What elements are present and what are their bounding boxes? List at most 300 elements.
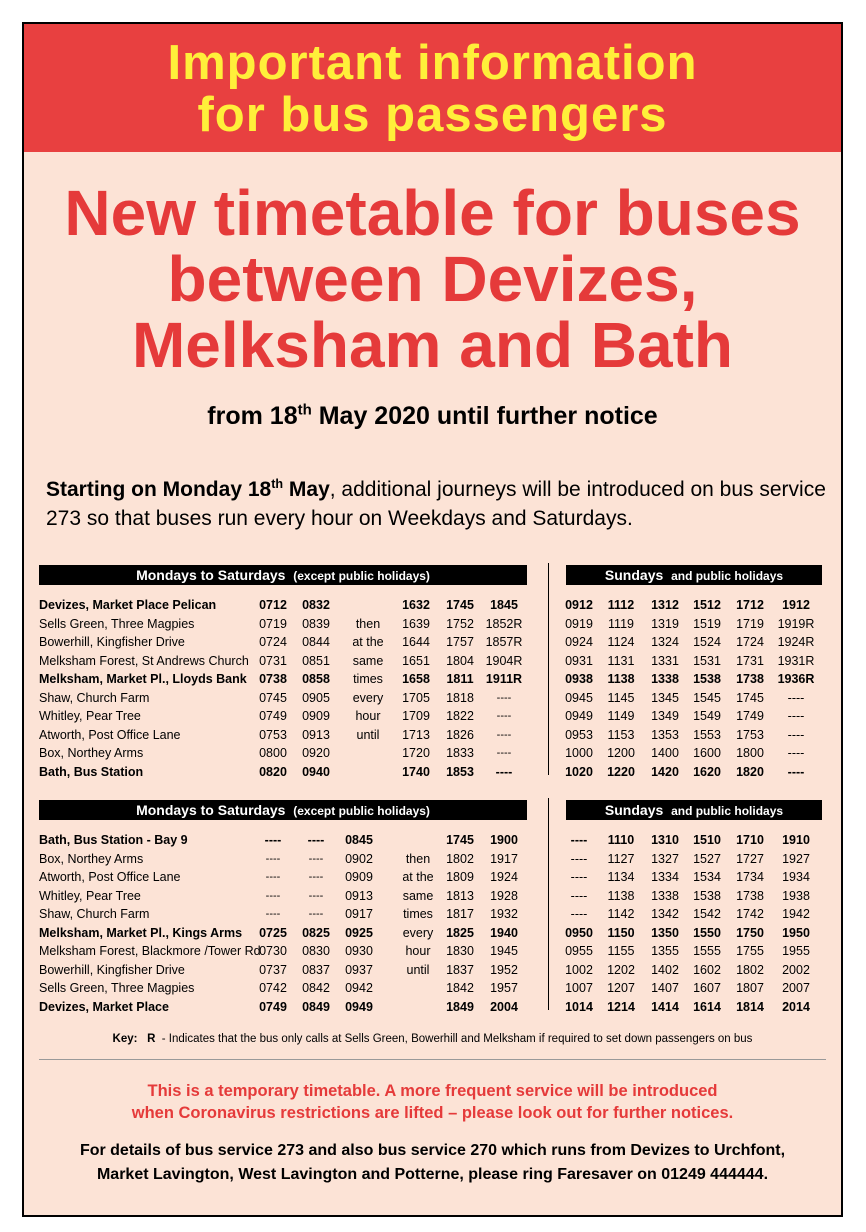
departure-time: 0844 bbox=[302, 635, 330, 649]
departure-time: 0909 bbox=[345, 870, 373, 884]
departure-time: ---- bbox=[496, 710, 512, 722]
sunday-time: 1327 bbox=[651, 851, 679, 866]
sunday-time: 1712 bbox=[736, 598, 764, 612]
frequency-note: every bbox=[402, 925, 434, 940]
sunday-time: 1119 bbox=[608, 616, 634, 631]
sunday-time: 1338 bbox=[651, 672, 679, 686]
sunday-time: 1149 bbox=[607, 709, 635, 723]
heading-small: (except public holidays) bbox=[293, 804, 430, 818]
departure-time: 1752 bbox=[446, 616, 474, 631]
frequency-note: then bbox=[405, 851, 431, 866]
sunday-time: 0953 bbox=[565, 727, 593, 742]
sunday-time: 1420 bbox=[651, 764, 679, 779]
sunday-time: 1153 bbox=[607, 727, 635, 742]
departure-time: 1928 bbox=[490, 888, 518, 903]
frequency-note: every bbox=[352, 690, 384, 705]
departure-time: 1639 bbox=[402, 616, 430, 631]
headline-line-2: between Devizes, bbox=[167, 243, 698, 315]
sunday-time: 1955 bbox=[782, 944, 810, 958]
frequency-note: same bbox=[402, 888, 434, 903]
departure-time: ---- bbox=[307, 833, 325, 847]
departure-time: ---- bbox=[496, 691, 512, 704]
departure-time: 1813 bbox=[446, 888, 474, 903]
sunday-time: 0938 bbox=[565, 672, 593, 686]
departure-time: ---- bbox=[264, 833, 282, 847]
heading-small: (except public holidays) bbox=[293, 569, 430, 583]
sunday-time: 1200 bbox=[607, 746, 635, 760]
departure-time: 1817 bbox=[446, 907, 474, 921]
sunday-time: 1350 bbox=[651, 925, 679, 940]
departure-time: 0858 bbox=[302, 672, 330, 686]
departure-time: 1720 bbox=[402, 746, 430, 760]
sunday-time: 1510 bbox=[693, 833, 721, 847]
departure-time: 0849 bbox=[302, 999, 330, 1014]
heading-small: and public holidays bbox=[671, 804, 784, 818]
sunday-time: 1342 bbox=[651, 907, 679, 921]
sunday-time: 1312 bbox=[651, 598, 679, 612]
sunday-time: 1155 bbox=[607, 944, 635, 958]
departure-time: ---- bbox=[308, 871, 324, 883]
poster bbox=[22, 22, 843, 1217]
sunday-time: 0945 bbox=[565, 690, 593, 705]
sunday-time: 1331 bbox=[651, 653, 679, 668]
intro-bold bbox=[46, 478, 330, 501]
table-heading-weekday bbox=[39, 565, 527, 585]
table-row bbox=[24, 726, 841, 745]
rule bbox=[39, 1059, 826, 1060]
frequency-note: until bbox=[406, 962, 430, 977]
sunday-time: ---- bbox=[570, 870, 588, 884]
departure-time: 1849 bbox=[446, 999, 474, 1014]
sunday-time: 1355 bbox=[651, 944, 679, 958]
banner-line-2: for bus passengers bbox=[197, 88, 668, 142]
sunday-time: 1138 bbox=[607, 672, 635, 686]
stop-name: Atworth, Post Office Lane bbox=[39, 727, 181, 742]
sunday-time: 1512 bbox=[693, 598, 721, 612]
departure-time: 1940 bbox=[490, 925, 518, 940]
sunday-time: 1324 bbox=[651, 635, 679, 649]
departure-time: 1830 bbox=[446, 944, 474, 958]
departure-time: 1745 bbox=[446, 598, 474, 612]
intro-text: , additional journeys will be introduced on bus service 273 so that buses run every hour on Weekdays and Saturdays. bbox=[46, 478, 826, 530]
details-line-1: For details of bus service 273 and also bus service 270 which runs from Devizes to Urchfont, bbox=[79, 1142, 786, 1159]
sunday-time: 1014 bbox=[565, 999, 593, 1014]
sunday-time: ---- bbox=[570, 888, 588, 903]
table-row bbox=[24, 670, 841, 689]
sunday-time: 1145 bbox=[607, 690, 635, 705]
sunday-time: 1934 bbox=[782, 870, 810, 884]
frequency-note: hour bbox=[405, 944, 431, 958]
sunday-time: 0949 bbox=[565, 709, 593, 723]
sunday-time: 1600 bbox=[693, 746, 721, 760]
table-row bbox=[24, 744, 841, 763]
sunday-time: 1000 bbox=[565, 746, 593, 760]
departure-time: 1853 bbox=[446, 764, 474, 779]
sunday-time: 1214 bbox=[607, 999, 635, 1014]
departure-time: 0832 bbox=[302, 598, 330, 612]
sunday-time: 1007 bbox=[565, 981, 593, 995]
departure-time: 0940 bbox=[302, 764, 330, 779]
sunday-time: 1400 bbox=[651, 746, 679, 760]
departure-time: 1833 bbox=[446, 746, 474, 760]
departure-time: 1713 bbox=[402, 727, 430, 742]
temporary-notice bbox=[24, 1080, 841, 1124]
heading-main: Mondays to Saturdays bbox=[136, 802, 286, 818]
notice-line-2: when Coronavirus restrictions are lifted – please look out for further notices. bbox=[131, 1104, 734, 1122]
subtitle-sup: th bbox=[297, 401, 312, 419]
sunday-time: 1614 bbox=[693, 999, 721, 1014]
departure-time: 0949 bbox=[345, 999, 373, 1014]
sunday-time: 1545 bbox=[693, 690, 721, 705]
sunday-time: 1724 bbox=[736, 635, 764, 649]
departure-time: 1809 bbox=[446, 870, 474, 884]
key-line bbox=[24, 1033, 841, 1045]
sunday-time: 1519 bbox=[693, 616, 721, 631]
departure-time: 0712 bbox=[259, 598, 287, 612]
intro-bold-post: May bbox=[283, 478, 330, 501]
frequency-note: times bbox=[353, 672, 383, 686]
departure-time: ---- bbox=[265, 889, 281, 902]
sunday-time: 1745 bbox=[736, 690, 764, 705]
details-line-2: Market Lavington, West Lavington and Potterne, please ring Faresaver on 01249 444444. bbox=[96, 1166, 769, 1183]
sunday-time: 0924 bbox=[565, 635, 593, 649]
sunday-time: 1220 bbox=[607, 764, 635, 779]
departure-time: 0825 bbox=[302, 925, 330, 940]
sunday-time: 1719 bbox=[736, 616, 764, 631]
departure-time: 0820 bbox=[259, 764, 287, 779]
departure-time: 1845 bbox=[490, 598, 518, 612]
sunday-time: 1936R bbox=[777, 672, 815, 686]
sunday-time: 1127 bbox=[607, 851, 635, 866]
sunday-time: ---- bbox=[787, 746, 805, 760]
sunday-time: 1814 bbox=[736, 999, 764, 1014]
departure-time: 0913 bbox=[345, 888, 373, 903]
sunday-time: 1531 bbox=[693, 653, 721, 668]
departure-time: 0845 bbox=[345, 833, 373, 847]
stop-name: Melksham, Market Pl., Lloyds Bank bbox=[39, 672, 247, 686]
sunday-time: 1910 bbox=[782, 833, 810, 847]
table-row bbox=[24, 652, 841, 671]
key-label: Key: bbox=[112, 1033, 138, 1045]
banner-line-1: Important information bbox=[167, 36, 698, 90]
departure-time: 1924 bbox=[490, 870, 518, 884]
departure-time: 0742 bbox=[259, 981, 287, 995]
departure-time: 0909 bbox=[302, 709, 330, 723]
departure-time: 1658 bbox=[402, 672, 430, 686]
sunday-time: 1950 bbox=[782, 925, 810, 940]
subtitle bbox=[24, 402, 841, 431]
sunday-time: 1310 bbox=[651, 833, 679, 847]
departure-time: 1911R bbox=[485, 672, 523, 686]
frequency-note: same bbox=[352, 653, 384, 668]
sunday-time: 1527 bbox=[693, 851, 721, 866]
sunday-time: 1207 bbox=[607, 981, 635, 995]
frequency-note: times bbox=[403, 907, 433, 921]
departure-time: 1818 bbox=[446, 690, 474, 705]
table-row bbox=[24, 763, 841, 782]
departure-time: 0930 bbox=[345, 944, 373, 958]
sunday-time: 2002 bbox=[782, 962, 810, 977]
departure-time: 0942 bbox=[345, 981, 373, 995]
stop-name: Atworth, Post Office Lane bbox=[39, 870, 181, 884]
departure-time: 1709 bbox=[402, 709, 430, 723]
frequency-note: until bbox=[356, 727, 380, 742]
sunday-time: 1538 bbox=[693, 888, 721, 903]
sunday-time: 1524 bbox=[693, 635, 721, 649]
departure-time: 1852R bbox=[485, 616, 523, 631]
departure-time: 0913 bbox=[302, 727, 330, 742]
departure-time: 0905 bbox=[302, 690, 330, 705]
sunday-time: 1927 bbox=[782, 851, 810, 866]
sunday-time: 0955 bbox=[565, 944, 593, 958]
table-row bbox=[24, 887, 841, 906]
departure-time: 0839 bbox=[302, 616, 330, 631]
headline-line-3: Melksham and Bath bbox=[131, 309, 734, 381]
table-heading-weekday bbox=[39, 800, 527, 820]
stop-name: Whitley, Pear Tree bbox=[39, 888, 141, 903]
heading-main: Sundays bbox=[604, 802, 664, 818]
sunday-time: 1110 bbox=[607, 833, 635, 847]
departure-time: 1826 bbox=[446, 727, 474, 742]
sunday-time: ---- bbox=[570, 907, 588, 921]
departure-time: 0842 bbox=[302, 981, 330, 995]
departure-time: 0753 bbox=[259, 727, 287, 742]
stop-name: Bowerhill, Kingfisher Drive bbox=[39, 635, 185, 649]
departure-time: ---- bbox=[308, 852, 324, 865]
departure-time: 0738 bbox=[259, 672, 287, 686]
sunday-time: 1334 bbox=[651, 870, 679, 884]
sunday-time: 1731 bbox=[736, 653, 764, 668]
table-heading-sunday bbox=[566, 565, 822, 585]
sunday-time: 1549 bbox=[693, 709, 721, 723]
sunday-time: ---- bbox=[787, 690, 805, 705]
sunday-time: 1727 bbox=[736, 851, 764, 866]
departure-time: ---- bbox=[496, 747, 512, 759]
sunday-time: 0912 bbox=[565, 598, 593, 612]
subtitle-pre: from 18 bbox=[207, 402, 298, 430]
sunday-time: 1912 bbox=[782, 598, 810, 612]
sunday-time: 1407 bbox=[651, 981, 679, 995]
sunday-time: 1538 bbox=[693, 672, 721, 686]
departure-time: ---- bbox=[265, 871, 281, 883]
departure-time: 1651 bbox=[402, 653, 430, 668]
departure-time: ---- bbox=[495, 764, 513, 779]
departure-time: 0800 bbox=[259, 746, 287, 760]
stop-name: Box, Northey Arms bbox=[39, 746, 144, 760]
sunday-time: 1131 bbox=[607, 653, 635, 668]
stop-name: Melksham, Market Pl., Kings Arms bbox=[39, 925, 243, 940]
departure-time: 0745 bbox=[259, 690, 287, 705]
sunday-time: ---- bbox=[787, 727, 805, 742]
sunday-time: 1402 bbox=[651, 962, 679, 977]
departure-time: 1825 bbox=[446, 925, 474, 940]
sunday-time: 1555 bbox=[693, 944, 721, 958]
subtitle-post: May 2020 until further notice bbox=[311, 402, 658, 430]
table-row bbox=[24, 831, 841, 850]
stop-name: Devizes, Market Place Pelican bbox=[39, 598, 217, 612]
key-symbol: R bbox=[147, 1033, 156, 1045]
sunday-time: 1800 bbox=[736, 746, 764, 760]
table-row bbox=[24, 998, 841, 1017]
departure-time: 0737 bbox=[259, 962, 287, 977]
sunday-time: 1138 bbox=[607, 888, 635, 903]
sunday-time: 1319 bbox=[651, 616, 679, 631]
sunday-time: 1620 bbox=[693, 764, 721, 779]
sunday-time: 1742 bbox=[736, 907, 764, 921]
sunday-time: 2014 bbox=[782, 999, 810, 1014]
departure-time: 1857R bbox=[485, 635, 523, 649]
stop-name: Melksham Forest, Blackmore /Tower Rd bbox=[39, 944, 261, 958]
sunday-time: ---- bbox=[570, 833, 588, 847]
heading-main: Sundays bbox=[604, 567, 664, 583]
departure-time: 0830 bbox=[302, 944, 330, 958]
departure-time: 1822 bbox=[446, 709, 474, 723]
departure-time: 1952 bbox=[490, 962, 518, 977]
sunday-time: 1924R bbox=[777, 635, 815, 649]
stop-name: Sells Green, Three Magpies bbox=[39, 981, 195, 995]
departure-time: 1917 bbox=[490, 851, 518, 866]
sunday-time: 1938 bbox=[782, 888, 810, 903]
sunday-time: 1750 bbox=[736, 925, 764, 940]
table-row bbox=[24, 633, 841, 652]
departure-time: 0749 bbox=[259, 709, 287, 723]
departure-time: 1837 bbox=[446, 962, 474, 977]
sunday-time: 1542 bbox=[693, 907, 721, 921]
sunday-time: 0931 bbox=[565, 653, 593, 668]
departure-time: 1945 bbox=[490, 944, 518, 958]
sunday-time: 1942 bbox=[782, 907, 810, 921]
departure-time: 0725 bbox=[259, 925, 287, 940]
sunday-time: 1142 bbox=[607, 907, 635, 921]
departure-time: 0920 bbox=[302, 746, 330, 760]
sunday-time: ---- bbox=[787, 764, 805, 779]
sunday-time: 1349 bbox=[651, 709, 679, 723]
frequency-note: hour bbox=[355, 709, 381, 723]
sunday-time: 1753 bbox=[736, 727, 764, 742]
stop-name: Bowerhill, Kingfisher Drive bbox=[39, 962, 185, 977]
sunday-time: 1338 bbox=[651, 888, 679, 903]
sunday-time: 1553 bbox=[693, 727, 721, 742]
table-row bbox=[24, 924, 841, 943]
departure-time: 1745 bbox=[446, 833, 474, 847]
sunday-time: 1550 bbox=[693, 925, 721, 940]
stop-name: Shaw, Church Farm bbox=[39, 907, 150, 921]
sunday-time: 1124 bbox=[607, 635, 635, 649]
sunday-time: 1414 bbox=[651, 999, 679, 1014]
contact-details bbox=[24, 1139, 841, 1187]
departure-time: 1957 bbox=[490, 981, 518, 995]
sunday-time: 1738 bbox=[736, 672, 764, 686]
stop-name: Bath, Bus Station bbox=[39, 764, 144, 779]
departure-time: 0925 bbox=[345, 925, 373, 940]
departure-time: 0937 bbox=[345, 962, 373, 977]
notice-line-1: This is a temporary timetable. A more frequent service will be introduced bbox=[147, 1082, 718, 1100]
stop-name: Box, Northey Arms bbox=[39, 851, 144, 866]
frequency-note: at the bbox=[352, 635, 384, 649]
departure-time: 0902 bbox=[345, 851, 373, 866]
sunday-time: ---- bbox=[570, 851, 588, 866]
table-row bbox=[24, 615, 841, 634]
departure-time: ---- bbox=[265, 852, 281, 865]
table-row bbox=[24, 961, 841, 980]
sunday-time: 1020 bbox=[565, 764, 593, 779]
table-heading-sunday bbox=[566, 800, 822, 820]
headline bbox=[24, 177, 841, 381]
sunday-time: ---- bbox=[787, 709, 805, 723]
sunday-time: 1607 bbox=[693, 981, 721, 995]
departure-time: 1904R bbox=[485, 653, 523, 668]
stop-name: Shaw, Church Farm bbox=[39, 690, 150, 705]
sunday-time: 1755 bbox=[736, 944, 764, 958]
sunday-time: 1919R bbox=[777, 616, 815, 631]
headline-line-1: New timetable for buses bbox=[64, 177, 801, 249]
sunday-time: 0950 bbox=[565, 925, 593, 940]
departure-time: 1811 bbox=[446, 672, 474, 686]
key-text: - Indicates that the bus only calls at Sells Green, Bowerhill and Melksham if required to set down passengers on bus bbox=[161, 1033, 753, 1045]
sunday-time: 1002 bbox=[565, 962, 593, 977]
frequency-note: then bbox=[355, 616, 381, 631]
departure-time: 0851 bbox=[302, 653, 330, 668]
table-row bbox=[24, 689, 841, 708]
departure-time: 0749 bbox=[259, 999, 287, 1014]
heading-small: and public holidays bbox=[671, 569, 784, 583]
departure-time: 1644 bbox=[402, 635, 430, 649]
departure-time: 1932 bbox=[490, 907, 518, 921]
sunday-time: 1150 bbox=[607, 925, 635, 940]
departure-time: 0730 bbox=[259, 944, 287, 958]
departure-time: 1802 bbox=[446, 851, 474, 866]
table-row bbox=[24, 979, 841, 998]
departure-time: ---- bbox=[265, 908, 281, 920]
sunday-time: 1807 bbox=[736, 981, 764, 995]
sunday-time: 1353 bbox=[651, 727, 679, 742]
banner bbox=[24, 24, 841, 152]
sunday-time: 1820 bbox=[736, 764, 764, 779]
intro-bold-sup: th bbox=[271, 477, 284, 491]
departure-time: ---- bbox=[308, 889, 324, 902]
frequency-note: at the bbox=[402, 870, 434, 884]
sunday-time: 1134 bbox=[607, 870, 635, 884]
sunday-time: 1749 bbox=[736, 709, 764, 723]
table-row bbox=[24, 942, 841, 961]
table-row bbox=[24, 850, 841, 869]
departure-time: 1842 bbox=[446, 981, 474, 995]
departure-time: ---- bbox=[308, 908, 324, 920]
departure-time: ---- bbox=[496, 728, 512, 741]
departure-time: 1740 bbox=[402, 764, 430, 779]
departure-time: 0719 bbox=[259, 616, 287, 631]
sunday-time: 1710 bbox=[736, 833, 764, 847]
departure-time: 0731 bbox=[259, 653, 287, 668]
sunday-time: 1112 bbox=[607, 598, 635, 612]
sunday-time: 0919 bbox=[565, 616, 593, 631]
departure-time: 0917 bbox=[345, 907, 373, 921]
table-row bbox=[24, 868, 841, 887]
stop-name: Devizes, Market Place bbox=[39, 999, 169, 1014]
departure-time: 1705 bbox=[402, 690, 430, 705]
departure-time: 1632 bbox=[402, 598, 430, 612]
stop-name: Sells Green, Three Magpies bbox=[39, 616, 195, 631]
sunday-time: 1802 bbox=[736, 962, 764, 977]
sunday-time: 1534 bbox=[693, 870, 721, 884]
departure-time: 1757 bbox=[446, 635, 474, 649]
departure-time: 0837 bbox=[302, 962, 330, 977]
stop-name: Melksham Forest, St Andrews Church bbox=[39, 653, 249, 668]
sunday-time: 1602 bbox=[693, 962, 721, 977]
intro-paragraph bbox=[46, 475, 831, 533]
heading-main: Mondays to Saturdays bbox=[136, 567, 286, 583]
table-row bbox=[24, 596, 841, 615]
